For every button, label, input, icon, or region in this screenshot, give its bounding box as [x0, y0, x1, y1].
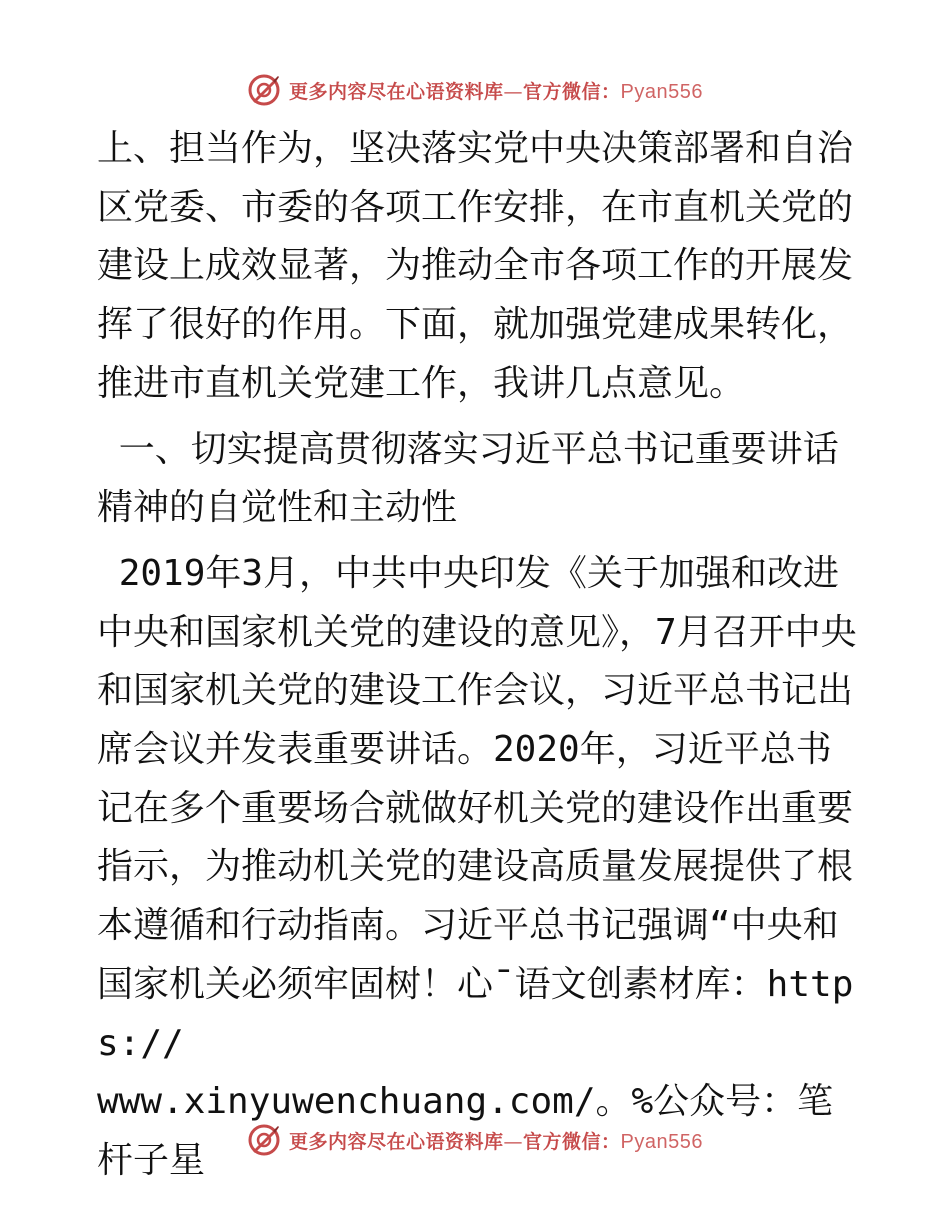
- paragraph-3: www.xinyuwenchuang.com/。%公众号：笔杆子星: [97, 1081, 834, 1181]
- footer-wx-label: 官方微信：: [523, 1130, 621, 1153]
- header-dash: —: [503, 80, 524, 103]
- footer-dash: —: [503, 1130, 524, 1153]
- section-heading: 一、切实提高贯彻落实习近平总书记重要讲话精神的自觉性和主动性: [97, 428, 839, 529]
- footer-text: [289, 1127, 703, 1154]
- header-title: 更多内容尽在心语资料库: [289, 80, 504, 103]
- header-wx-label: 官方微信：: [523, 80, 621, 103]
- footer-wx-id: Pyan556: [620, 1130, 703, 1153]
- body-text: [97, 120, 867, 1191]
- header-text: [289, 77, 703, 104]
- header-banner: [0, 70, 950, 110]
- paragraph-1: 上、担当作为，坚决落实党中央决策部署和自治区党委、市委的各项工作安排，在市直机关党的建设上成效显著，为推动全市各项工作的开展发挥了很好的作用。下面，就加强党建成果转化，推进市直机关党建工作，我讲几点意见。: [97, 128, 854, 404]
- logo-icon: [247, 1123, 281, 1157]
- paragraph-2: 2019年3月，中共中央印发《关于加强和改进中央和国家机关党的建设的意见》，7月召开中央和国家机关党的建设工作会议，习近平总书记出席会议并发表重要讲话。2020年，习近平总书记在多个重要场合就做好机关党的建设作出重要指示，为推动机关党的建设高质量发展提供了根本遵循和行动指南。习近平总书记强调“中央和国家机关必须牢固树！心¯语文创素材库：https://: [97, 552, 857, 1064]
- logo-icon: [247, 73, 281, 107]
- header-wx-id: Pyan556: [620, 80, 703, 103]
- footer-banner: [0, 1120, 950, 1160]
- footer-title: 更多内容尽在心语资料库: [289, 1130, 504, 1153]
